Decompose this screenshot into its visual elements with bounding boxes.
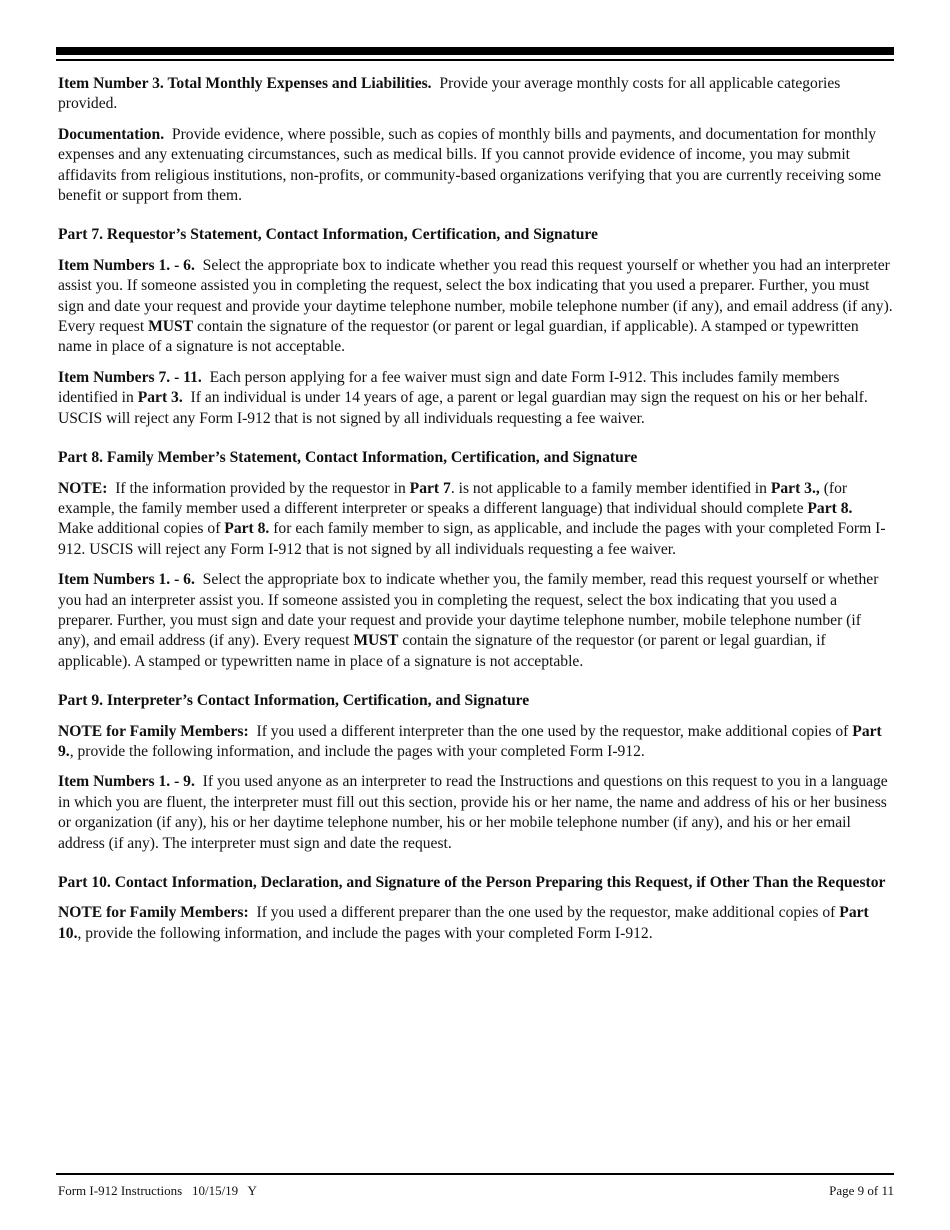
document-body [58,74,894,954]
header-thick-rule [56,47,894,55]
paragraph-text: Provide evidence, where possible, such as copies of monthly bills and payments, and documentation for monthly expenses and any extenuating circumstances, such as medical bills. If you cannot provide evidence of income, you may submit affidavits from religious institutions, non-profits, or community-based organizations verifying that you are currently receiving some benefit or support from them. [58,125,882,205]
part-10-note-paragraph [58,903,894,944]
item-lead: NOTE for Family Members: [58,722,249,740]
paragraph-text: If the information provided by the requestor in [115,479,406,497]
item-lead: NOTE for Family Members: [58,904,249,922]
part-9-note-paragraph [58,722,894,763]
emphasis: MUST [148,318,194,336]
item-lead: Item Number 3. Total Monthly Expenses and Liabilities. [58,75,432,92]
item-number-3-paragraph [58,74,894,115]
item-lead: Item Numbers 7. - 11. [58,368,202,386]
paragraph-text: Select the appropriate box to indicate whether you, the family member, read this request yourself or whether you had an interpreter assist you. If someone assisted you in completing the request, select the box indicating that you used a preparer. Further, you must sign and date your request and provide your daytime telephone number, mobile telephone number (if any), and email address (if any). Every request [58,571,879,650]
item-lead: Item Numbers 1. - 6. [58,256,195,274]
emphasis: Part 7 [409,479,451,497]
paragraph-text: If you used a different interpreter than the one used by the requestor, make additional copies of [256,722,849,740]
paragraph-text: If you used anyone as an interpreter to read the Instructions and questions on this request to you in a language in which you are fluent, the interpreter must fill out this section, provide his or her name, the name and address of his or her business or organization (if any), his or her daytime telephone number, his or her mobile telephone number (if any), and his or her email address (if any). The interpreter must sign and date the request. [58,773,888,852]
paragraph-text: . is not applicable to a family member identified in [450,479,767,497]
paragraph-text: for each family member to sign, as applicable, and include the pages with your completed Form I-912. USCIS will reject any Form I-912 that is not signed by all individuals requesting a fee waiver. [58,520,886,558]
part-9-items-1-9-paragraph [58,772,894,854]
emphasis: Part 3. [137,389,183,407]
emphasis: Part 9. [58,722,882,760]
paragraph-text: If you used a different preparer than the one used by the requestor, make additional copies of [256,904,836,922]
paragraph-text: Make additional copies of [58,520,221,538]
emphasis: MUST [353,632,399,650]
paragraph-text: , provide the following information, and include the pages with your completed Form I-912. [69,742,645,760]
footer-form-name: Form I-912 Instructions 10/15/19 Y [58,1183,257,1198]
item-lead: Item Numbers 1. - 9. [58,773,195,791]
paragraph-text: (for example, the family member used a different interpreter or speaks a different language) that individual should complete [58,479,848,517]
paragraph-text: contain the signature of the requestor (or parent or legal guardian, if applicable). A stamped or typewritten name in place of a signature is not acceptable. [58,318,859,356]
part-7-heading: Part 7. Requestor’s Statement, Contact Information, Certification, and Signature [58,226,598,244]
emphasis: Part 8. [224,520,270,538]
paragraph-text: Provide your average monthly costs for all applicable categories provided. [58,75,841,113]
footer-rule [56,1173,894,1175]
paragraph-text: Select the appropriate box to indicate whether you read this request yourself or whether you had an interpreter assist you. If someone assisted you in completing the request, select the box indicating that you used a preparer. Further, you must sign and date your request and provide your daytime telephone number, mobile telephone number (if any), and email address (if any). Every request [58,256,893,336]
part-8-note-paragraph [58,479,894,561]
header-thin-rule [56,59,894,61]
paragraph-text: , provide the following information, and include the pages with your completed Form I-912. [77,924,653,942]
item-lead: Item Numbers 1. - 6. [58,571,195,589]
emphasis: Part 10. [58,904,869,942]
footer-page-number: Page 9 of 11 [829,1183,894,1198]
paragraph-text: contain the signature of the requestor (or parent or legal guardian, if applicable). A stamped or typewritten name in place of a signature is not acceptable. [58,632,826,670]
part-10-heading: Part 10. Contact Information, Declaration, and Signature of the Person Preparing this Request, if Other Than the Requestor [58,874,886,891]
emphasis: Part 3., [770,479,820,497]
documentation-paragraph [58,125,894,207]
paragraph-text: If an individual is under 14 years of age, a parent or legal guardian may sign the request on his or her behalf. USCIS will reject any Form I-912 that is not signed by all individuals requesting a fee waiver. [58,389,868,427]
part-7-items-7-11-paragraph [58,368,894,429]
item-lead: Documentation. [58,125,165,143]
paragraph-text: Each person applying for a fee waiver must sign and date Form I-912. This includes family members identified in [58,368,840,407]
item-lead: NOTE: [58,479,108,497]
part-9-heading: Part 9. Interpreter’s Contact Information, Certification, and Signature [58,692,530,710]
part-7-items-1-6-paragraph [58,256,894,358]
part-8-heading: Part 8. Family Member’s Statement, Contact Information, Certification, and Signature [58,449,638,467]
part-8-items-1-6-paragraph [58,570,894,672]
emphasis: Part 8. [807,499,853,517]
